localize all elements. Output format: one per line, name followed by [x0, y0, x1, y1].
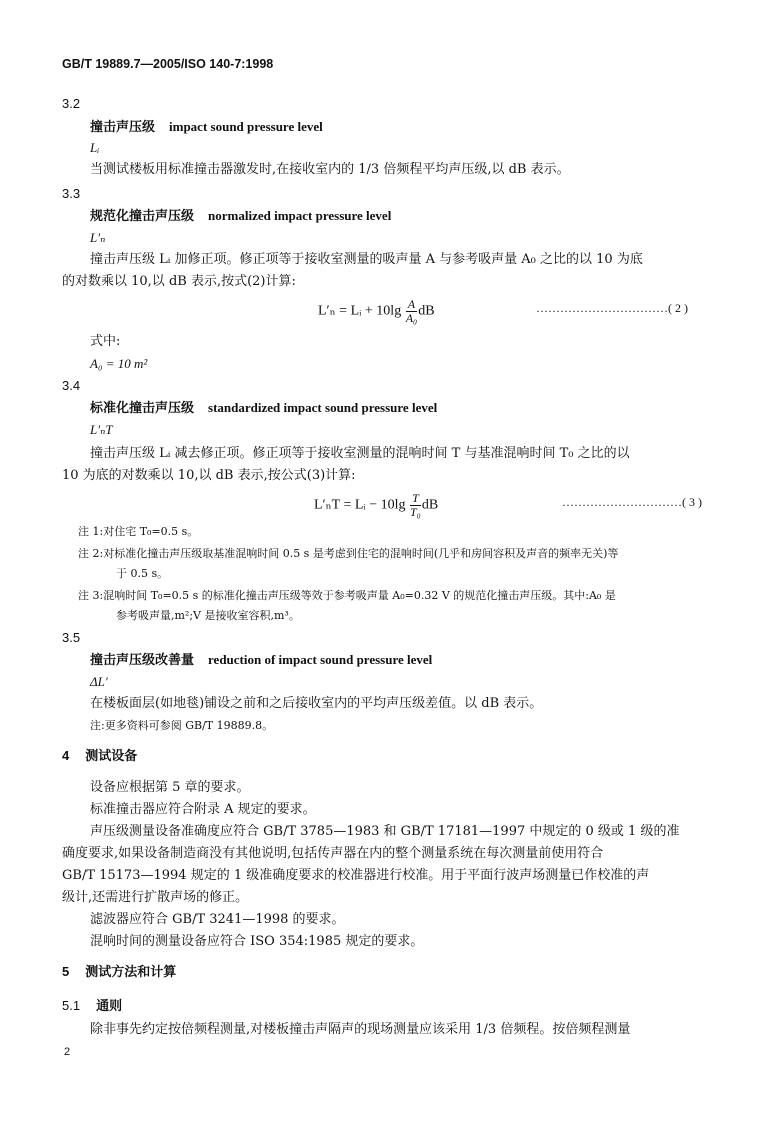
clause-number: 3.2 [62, 96, 81, 111]
term-en: impact sound pressure level [169, 119, 323, 134]
subsection-heading [62, 996, 122, 1017]
paragraph: 标准撞击器应符合附录 A 规定的要求。 [90, 802, 316, 817]
note: 注 1:对住宅 T₀=0.5 s。 [78, 525, 199, 538]
clause-number: 3.5 [62, 630, 81, 645]
paragraph-line: 声压级测量设备准确度应符合 GB/T 3785—1983 和 GB/T 17181—1997 中规定的 0 级或 1 级的准 [90, 824, 680, 839]
fraction-numerator: A [406, 298, 418, 312]
term-cn: 撞击声压级改善量 [90, 653, 195, 668]
note: 注 3:混响时间 T₀=0.5 s 的标准化撞击声压级等效于参考吸声量 A₀=0.32 V 的规范化撞击声压级。其中:A₀ 是 [78, 589, 616, 602]
term-cn: 撞击声压级 [90, 120, 156, 135]
fraction [410, 492, 421, 519]
formula-2 [318, 298, 435, 325]
term-heading [90, 206, 391, 227]
term-cn: 规范化撞击声压级 [90, 209, 195, 224]
term-symbol: L′ₙ [90, 230, 106, 245]
clause-number: 3.4 [62, 378, 81, 393]
fraction-denominator: T₀ [410, 505, 421, 519]
where-item: A₀ = 10 m² [90, 356, 148, 371]
subsection-number: 5.1 [62, 998, 81, 1013]
paragraph-line: 除非事先约定按倍频程测量,对楼板撞击声隔声的现场测量应该采用 1/3 倍频程。按倍频程测量 [90, 1022, 631, 1037]
definition: 在楼板面层(如地毯)铺设之前和之后接收室内的平均声压级差值。以 dB 表示。 [90, 696, 543, 711]
section-number: 5 [62, 964, 70, 979]
formula-lhs: L′ₙT = Lᵢ − 10lg [314, 497, 406, 513]
formula-unit: dB [421, 497, 439, 513]
section-title: 测试设备 [85, 749, 138, 764]
note-continuation: 参考吸声量,m²;V 是接收室容积,m³。 [116, 609, 300, 622]
where-label: 式中: [90, 334, 121, 349]
formula-3 [314, 492, 438, 519]
term-en: normalized impact pressure level [208, 208, 392, 223]
equation-number: ……………………………( 2 ) [536, 301, 688, 315]
fraction [406, 298, 418, 325]
page-number: 2 [64, 1046, 71, 1058]
formula-unit: dB [418, 303, 435, 319]
formula-lhs: L′ₙ = Lᵢ + 10lg [318, 303, 402, 319]
fraction-numerator: T [410, 492, 421, 506]
term-symbol: L′ₙT [90, 422, 113, 437]
clause-number: 3.3 [62, 186, 81, 201]
paragraph-line: GB/T 15173—1994 规定的 1 级准确度要求的校准器进行校准。用于平面行波声场测量已作校准的声 [62, 868, 650, 883]
term-symbol: Lᵢ [90, 140, 100, 155]
section-heading [62, 746, 137, 767]
term-heading [90, 398, 437, 419]
subsection-title: 通则 [96, 999, 123, 1014]
term-en: reduction of impact sound pressure level [208, 652, 433, 667]
paragraph-line: 确度要求,如果设备制造商没有其他说明,包括传声器在内的整个测量系统在每次测量前使用符合 [62, 846, 604, 861]
section-heading [62, 962, 176, 983]
definition: 当测试楼板用标准撞击器激发时,在接收室内的 1/3 倍频程平均声压级,以 dB 表示。 [90, 162, 570, 177]
paragraph: 滤波器应符合 GB/T 3241—1998 的要求。 [90, 912, 345, 927]
paragraph: 设备应根据第 5 章的要求。 [90, 780, 250, 795]
term-symbol: ΔL′ [90, 674, 108, 689]
section-title: 测试方法和计算 [85, 965, 177, 980]
note: 注 2:对标准化撞击声压级取基准混响时间 0.5 s 是考虑到住宅的混响时间(几乎和房间容积及声音的频率无关)等 [78, 547, 619, 560]
fraction-denominator: A₀ [405, 311, 418, 325]
definition-line: 撞击声压级 Lᵢ 减去修正项。修正项等于接收室测量的混响时间 T 与基准混响时间 T₀ 之比的以 [90, 446, 630, 461]
definition-line: 10 为底的对数乘以 10,以 dB 表示,按公式(3)计算: [62, 468, 356, 483]
equation-number: …………………………( 3 ) [562, 495, 702, 509]
note: 注:更多资料可参阅 GB/T 19889.8。 [90, 719, 274, 732]
definition-line: 的对数乘以 10,以 dB 表示,按式(2)计算: [62, 274, 296, 289]
paragraph-line: 级计,还需进行扩散声场的修正。 [62, 890, 249, 905]
note-continuation: 于 0.5 s。 [116, 567, 169, 580]
term-heading [90, 117, 323, 138]
standard-header: GB/T 19889.7—2005/ISO 140-7:1998 [62, 57, 274, 71]
term-cn: 标准化撞击声压级 [90, 401, 195, 416]
section-number: 4 [62, 748, 70, 763]
term-heading [90, 650, 432, 671]
definition-line: 撞击声压级 Lᵢ 加修正项。修正项等于接收室测量的吸声量 A 与参考吸声量 A₀ 之比的以 10 为底 [90, 252, 643, 267]
paragraph: 混响时间的测量设备应符合 ISO 354:1985 规定的要求。 [90, 934, 424, 949]
term-en: standardized impact sound pressure level [208, 400, 438, 415]
